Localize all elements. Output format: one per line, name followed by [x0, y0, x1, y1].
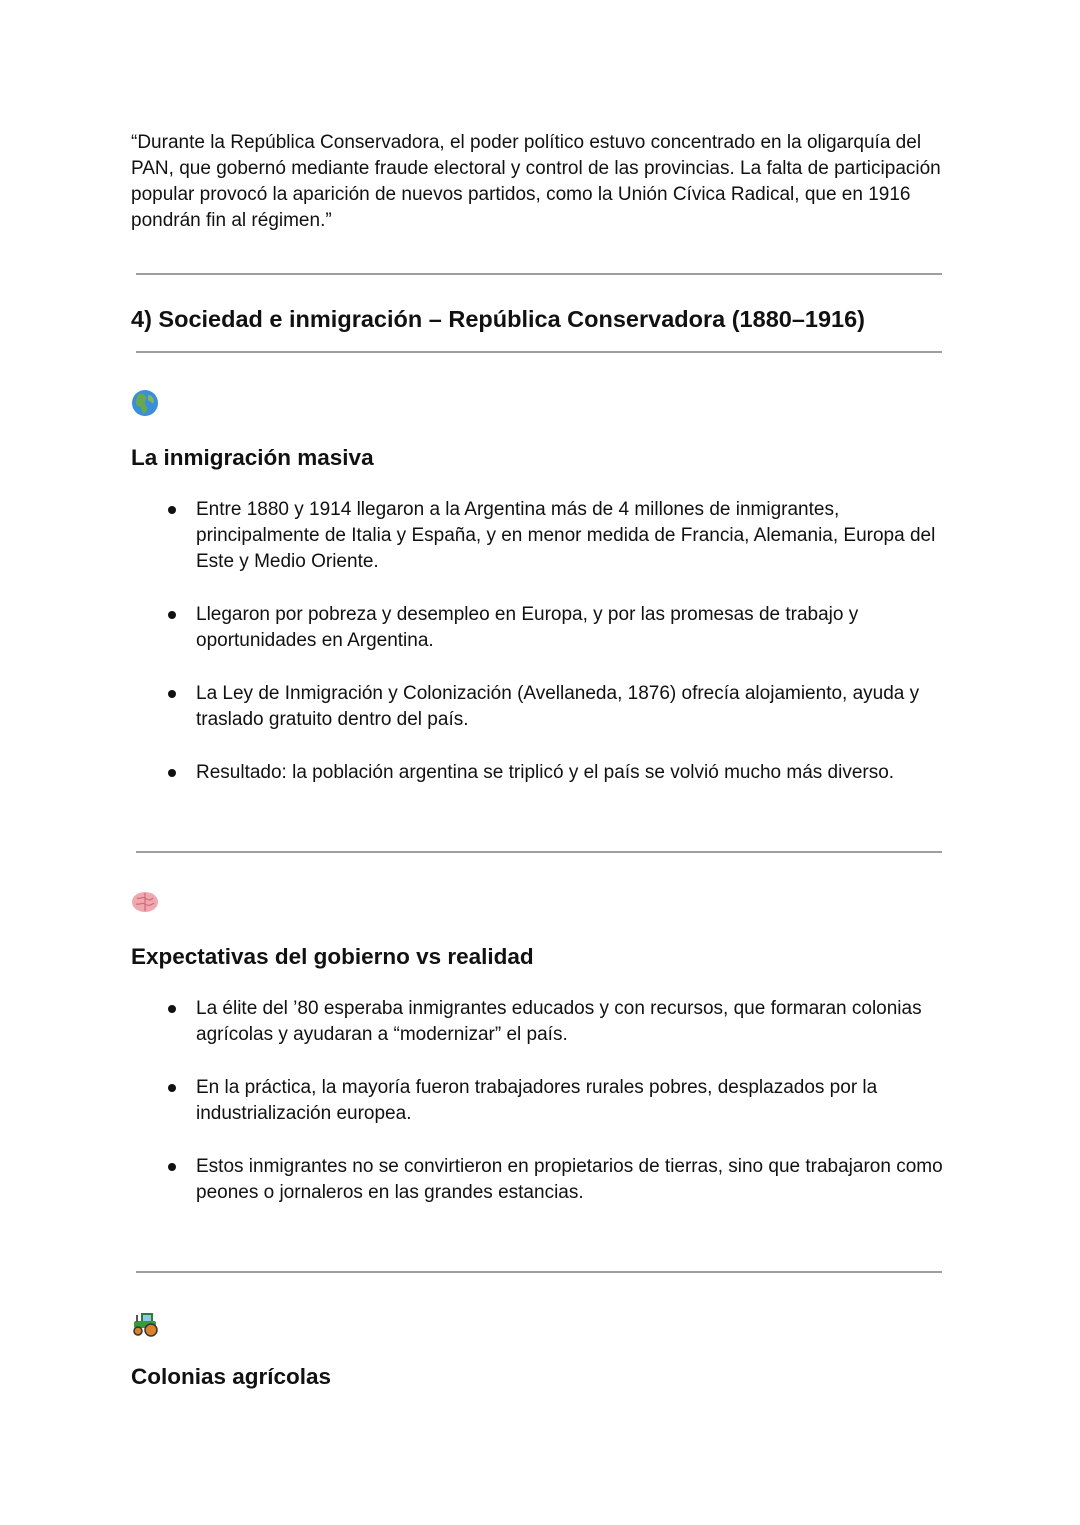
subsection-title: La inmigración masiva — [131, 445, 374, 470]
bullet-list — [196, 497, 956, 813]
globe-icon — [131, 389, 159, 417]
subsection-title: Colonias agrícolas — [131, 1364, 332, 1389]
divider — [136, 851, 942, 853]
bullet-list — [196, 996, 956, 1233]
list-item: La Ley de Inmigración y Colonización (Avellaneda, 1876) ofrecía alojamiento, ayuda y traslado gratuito dentro del país. — [196, 681, 956, 733]
list-item: En la práctica, la mayoría fueron trabajadores rurales pobres, desplazados por la industrialización europea. — [196, 1075, 956, 1127]
list-item: Entre 1880 y 1914 llegaron a la Argentina más de 4 millones de inmigrantes, principalmente de Italia y España, y en menor medida de Francia, Alemania, Europa del Este y Medio Oriente. — [196, 497, 956, 575]
subsection-title: Expectativas del gobierno vs realidad — [131, 944, 534, 969]
list-item: Resultado: la población argentina se triplicó y el país se volvió mucho más diverso. — [196, 760, 956, 786]
list-item: La élite del ’80 esperaba inmigrantes educados y con recursos, que formaran colonias agrícolas y ayudaran a “modernizar” el país. — [196, 996, 956, 1048]
quote-paragraph: “Durante la República Conservadora, el poder político estuvo concentrado en la oligarquía del PAN, que gobernó mediante fraude electoral y control de las provincias. La falta de participación popular provocó la aparición de nuevos partidos, como la Unión Cívica Radical, que en 1916 pondrán fin al régimen.” — [131, 132, 941, 231]
brain-icon — [131, 888, 159, 916]
tractor-icon — [131, 1309, 159, 1337]
divider — [136, 1271, 942, 1273]
section-title: 4) Sociedad e inmigración – República Conservadora (1880–1916) — [131, 306, 866, 332]
divider — [136, 351, 942, 353]
list-item: Estos inmigrantes no se convirtieron en propietarios de tierras, sino que trabajaron como peones o jornaleros en las grandes estancias. — [196, 1154, 956, 1206]
divider — [136, 273, 942, 275]
list-item: Llegaron por pobreza y desempleo en Europa, y por las promesas de trabajo y oportunidades en Argentina. — [196, 602, 956, 654]
